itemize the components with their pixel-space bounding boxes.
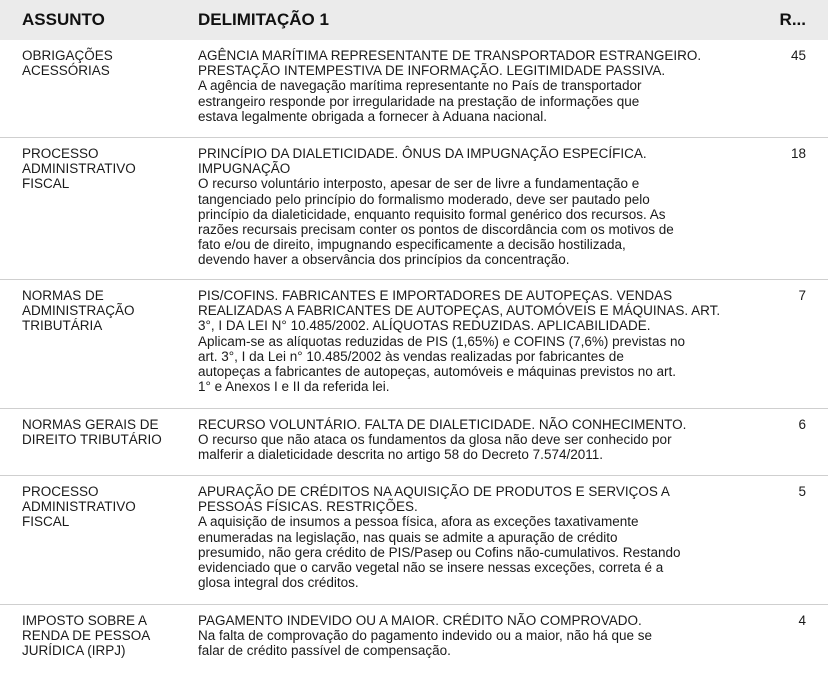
table-row [0,409,828,476]
r-cell: 5 [798,484,806,499]
table-row [0,280,828,409]
table-row [0,138,828,280]
r-cell: 45 [790,48,806,63]
assunto-cell: OBRIGAÇÕES ACESSÓRIAS [22,48,113,79]
header-delimitacao[interactable]: DELIMITAÇÃO 1 [198,10,329,29]
table-row [0,40,828,138]
table-row [0,476,828,605]
assunto-cell: IMPOSTO SOBRE A RENDA DE PESSOA JURÍDICA (IRPJ) [22,613,151,659]
delimitacao-cell: APURAÇÃO DE CRÉDITOS NA AQUISIÇÃO DE PRODUTOS E SERVIÇOS A PESSOAS FÍSICAS. RESTRIÇÕES. A aquisição de insumos a pessoa física, afora as exceções taxativamente enumeradas na legislação, nas quais se admite a apuração de crédito presumido, não gera crédito de PIS/Pasep ou Cofins não-cumulativos. Restando evidenciado que o carvão vegetal não se insere nessas exceções, correta é a glosa integral dos créditos. [198,484,681,591]
r-cell: 7 [798,288,806,303]
assunto-cell: NORMAS DE ADMINISTRAÇÃO TRIBUTÁRIA [22,288,135,334]
r-cell: 18 [790,146,806,161]
header-r[interactable]: R... [779,10,806,29]
header-assunto[interactable]: ASSUNTO [22,10,105,29]
r-cell: 6 [798,417,806,432]
r-cell: 4 [798,613,806,628]
assunto-cell: NORMAS GERAIS DE DIREITO TRIBUTÁRIO [22,417,162,448]
delimitacao-cell: AGÊNCIA MARÍTIMA REPRESENTANTE DE TRANSPORTADOR ESTRANGEIRO. PRESTAÇÃO INTEMPESTIVA DE INFORMAÇÃO. LEGITIMIDADE PASSIVA. A agência de navegação marítima representante no País de transportador estrangeiro responde por irregularidade na prestação de informações que estava legalmente obrigada a fornecer à Aduana nacional. [198,48,702,124]
delimitacao-cell: PAGAMENTO INDEVIDO OU A MAIOR. CRÉDITO NÃO COMPROVADO. Na falta de comprovação do pagamento indevido ou a maior, não há que se falar de crédito passível de compensação. [198,613,653,659]
table-header [0,0,828,40]
assunto-cell: PROCESSO ADMINISTRATIVO FISCAL [22,484,136,530]
delimitacao-cell: PIS/COFINS. FABRICANTES E IMPORTADORES DE AUTOPEÇAS. VENDAS REALIZADAS A FABRICANTES DE AUTOPEÇAS, AUTOMÓVEIS E MÁQUINAS. ART. 3°, I DA LEI N° 10.485/2002. ALÍQUOTAS REDUZIDAS. APLICABILIDADE. Aplicam-se as alíquotas reduzidas de PIS (1,65%) e COFINS (7,6%) previstas no art. 3°, I da Lei n° 10.485/2002 às vendas realizadas por fabricantes de autopeças a fabricantes de autopeças, automóveis e máquinas previstos no art. 1° e Anexos I e II da referida lei. [198,288,721,395]
assunto-cell: PROCESSO ADMINISTRATIVO FISCAL [22,146,136,192]
delimitacao-cell: PRINCÍPIO DA DIALETICIDADE. ÔNUS DA IMPUGNAÇÃO ESPECÍFICA. IMPUGNAÇÃO O recurso voluntário interposto, apesar de ser de livre a fundamentação e tangenciado pelo princípio do formalismo moderado, deve ser pautado pelo princípio da dialeticidade, enquanto requisito formal genérico dos recursos. As razões recursais precisam conter os pontos de discordância com os motivos de fato e/ou de direito, impugnando especificamente a decisão hostilizada, devendo haver a observância dos princípios da concentração. [198,146,674,268]
delimitacao-cell: RECURSO VOLUNTÁRIO. FALTA DE DIALETICIDADE. NÃO CONHECIMENTO. O recurso que não ataca os fundamentos da glosa não deve ser conhecido por malferir a dialeticidade descrita no artigo 58 do Decreto 7.574/2011. [198,417,687,463]
table-row [0,605,828,675]
